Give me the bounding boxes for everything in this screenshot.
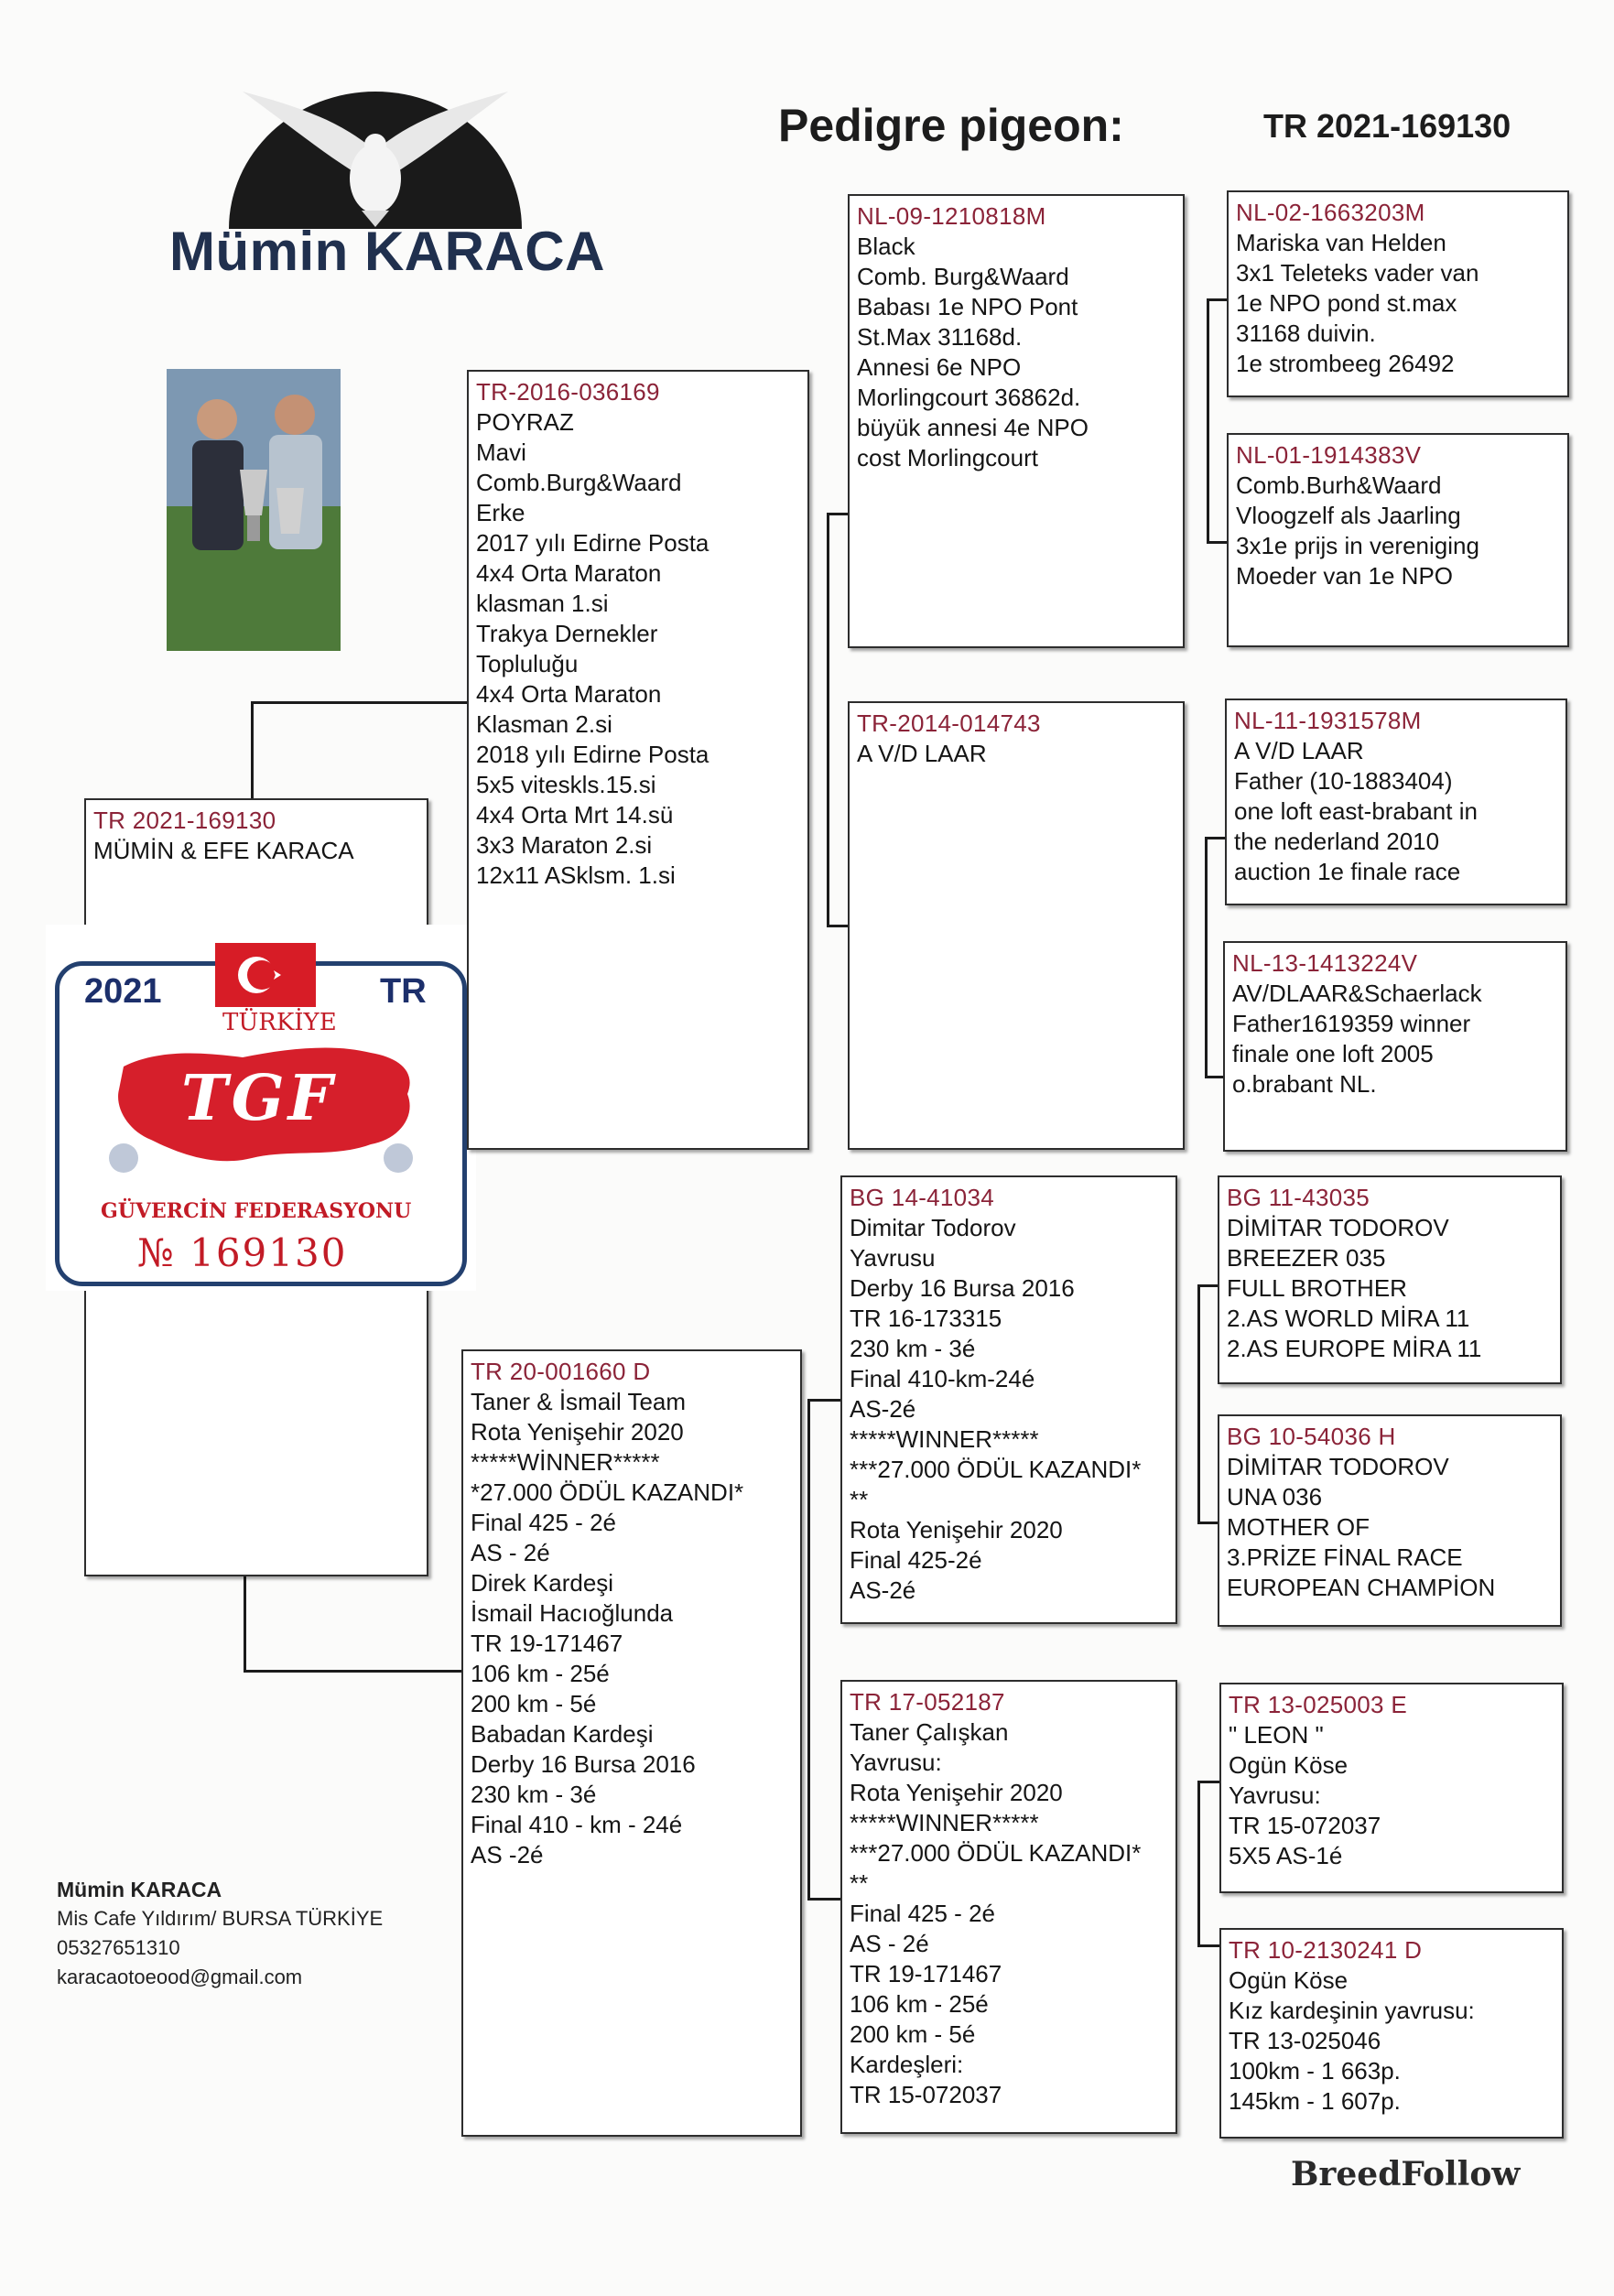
box-line: the nederland 2010 (1234, 828, 1440, 855)
box-line: Yavrusu (850, 1244, 936, 1272)
box-line: Final 425-2é (850, 1546, 982, 1574)
box-line: Dimitar Todorov (850, 1214, 1016, 1241)
pedigree-box-sire (467, 370, 809, 1150)
box-line: *****WINNER***** (850, 1809, 1039, 1836)
box-line: Rota Yenişehir 2020 (850, 1516, 1063, 1543)
ring-code: NL-11-1931578M (1234, 707, 1422, 734)
box-line: ***27.000 ÖDÜL KAZANDI* (850, 1456, 1142, 1483)
badge-federation: GÜVERCİN FEDERASYONU (101, 1199, 412, 1223)
box-line: Ogün Köse (1229, 1751, 1349, 1779)
contact-phone: 05327651310 (57, 1936, 180, 1959)
box-line: 1e strombeeg 26492 (1236, 350, 1455, 377)
box-line: AV/DLAAR&Schaerlack (1232, 980, 1482, 1007)
box-line: 12x11 ASklsm. 1.si (476, 861, 676, 889)
pedigree-box-ddd (1219, 1928, 1564, 2139)
box-line: Ogün Köse (1229, 1966, 1349, 1994)
box-line: Yavrusu: (850, 1749, 942, 1776)
box-line: Comb.Burg&Waard (476, 469, 682, 496)
ring-code: TR 13-025003 E (1229, 1691, 1407, 1718)
box-line: *****WİNNER***** (471, 1448, 660, 1476)
contact-address: Mis Cafe Yıldırım/ BURSA TÜRKİYE (57, 1907, 384, 1930)
box-line: Derby 16 Bursa 2016 (471, 1750, 696, 1778)
turkey-flag-icon (215, 943, 316, 1007)
box-line: ***27.000 ÖDÜL KAZANDI* (850, 1839, 1142, 1867)
box-line: Direk Kardeşi (471, 1569, 614, 1597)
box-line: Comb. Burg&Waard (857, 263, 1069, 290)
connector (1207, 298, 1229, 301)
box-line: 145km - 1 607p. (1229, 2087, 1401, 2115)
box-line: 1e NPO pond st.max (1236, 289, 1457, 317)
badge-number: № 169130 (137, 1230, 348, 1275)
ring-code: BG 14-41034 (850, 1184, 994, 1211)
pedigree-box-sire-sire (848, 194, 1185, 648)
box-line: Trakya Dernekler (476, 620, 658, 647)
box-line: AS -2é (471, 1841, 544, 1868)
owner-logo-name: Mümin KARACA (169, 221, 605, 282)
box-line: TR 15-072037 (1229, 1812, 1381, 1839)
ring-code: BG 10-54036 H (1227, 1423, 1396, 1450)
badge-country-code: TR (380, 972, 427, 1011)
connector (1197, 1781, 1200, 1947)
box-line: 5X5 AS-1é (1229, 1842, 1343, 1869)
box-line: TR 16-173315 (850, 1305, 1002, 1332)
box-line: DİMİTAR TODOROV (1227, 1214, 1449, 1241)
pedigree-box-dam (461, 1349, 802, 2137)
ring-code: TR 2021-169130 (93, 807, 276, 834)
connector (1197, 1284, 1200, 1524)
pedigree-box-ssd (1227, 433, 1569, 647)
box-line: 106 km - 25é (850, 1990, 989, 2018)
box-line: UNA 036 (1227, 1483, 1323, 1511)
box-line: Rota Yenişehir 2020 (471, 1418, 684, 1446)
pedigree-box-dam-sire (840, 1175, 1177, 1624)
connector (1207, 541, 1229, 544)
box-line: Final 410 - km - 24é (471, 1811, 683, 1838)
box-line: Derby 16 Bursa 2016 (850, 1274, 1075, 1302)
connector (251, 701, 254, 802)
pedigree-box-sire-dam (848, 701, 1185, 1150)
box-line: Taner & İsmail Team (471, 1388, 687, 1415)
connector (1197, 1944, 1219, 1947)
box-line: 100km - 1 663p. (1229, 2057, 1401, 2085)
ring-code: TR 20-001660 D (471, 1358, 651, 1385)
box-line: 200 km - 5é (850, 2020, 976, 2048)
box-line: DİMİTAR TODOROV (1227, 1453, 1449, 1480)
ring-code: TR-2014-014743 (857, 709, 1041, 737)
connector (1207, 298, 1209, 544)
box-line: TR 19-171467 (850, 1960, 1002, 1987)
box-line: AS - 2é (850, 1930, 929, 1957)
dove-icon (229, 64, 522, 229)
owner-photo (167, 369, 341, 651)
tgf-ring-badge (46, 925, 476, 1291)
box-line: *****WINNER***** (850, 1425, 1039, 1453)
box-line: 2.AS EUROPE MİRA 11 (1227, 1335, 1482, 1362)
box-line: 2.AS WORLD MİRA 11 (1227, 1305, 1470, 1332)
box-line: AS-2é (850, 1576, 916, 1604)
pedigree-box-sss (1227, 190, 1569, 397)
box-line: A V/D LAAR (857, 740, 987, 767)
box-line: A V/D LAAR (1234, 737, 1364, 764)
pedigree-box-dds (1219, 1683, 1564, 1893)
box-line: *27.000 ÖDÜL KAZANDI* (471, 1478, 744, 1506)
connector (827, 925, 849, 927)
connector (807, 1898, 840, 1901)
contact-email[interactable]: karacaotoeood@gmail.com (57, 1966, 303, 1988)
connector (807, 1399, 810, 1901)
connector (1197, 1781, 1219, 1783)
box-line: Black (857, 233, 915, 260)
box-line: Final 425 - 2é (850, 1900, 995, 1927)
box-line: Erke (476, 499, 525, 526)
box-line: 3x3 Maraton 2.si (476, 831, 653, 859)
box-line: Klasman 2.si (476, 710, 612, 738)
box-line: Vloogzelf als Jaarling (1236, 502, 1461, 529)
box-line: Babası 1e NPO Pont (857, 293, 1078, 320)
box-line: finale one loft 2005 (1232, 1040, 1434, 1067)
box-line: Morlingcourt 36862d. (857, 384, 1081, 411)
connector (1197, 1522, 1219, 1524)
box-line: Final 425 - 2é (471, 1509, 616, 1536)
connector (1197, 1284, 1219, 1287)
box-line: AS - 2é (471, 1539, 550, 1566)
box-line: 3x1e prijs in vereniging (1236, 532, 1479, 559)
box-line: MÜMİN & EFE KARACA (93, 837, 354, 864)
connector (1205, 837, 1227, 839)
pedigree-box-sdd (1223, 941, 1567, 1152)
box-line: Babadan Kardeşi (471, 1720, 654, 1748)
box-line: büyük annesi 4e NPO (857, 414, 1089, 441)
connector (807, 1399, 840, 1402)
box-line: İsmail Hacıoğlunda (471, 1599, 674, 1627)
connector (244, 1670, 463, 1673)
box-line: Taner Çalışkan (850, 1718, 1009, 1746)
badge-year: 2021 (84, 972, 162, 1011)
connector (827, 513, 829, 926)
box-line: 3x1 Teleteks vader van (1236, 259, 1479, 287)
ring-code: NL-09-1210818M (857, 202, 1046, 230)
pedigree-box-sds (1225, 699, 1567, 905)
box-line: Kız kardeşinin yavrusu: (1229, 1997, 1475, 2024)
box-line: Moeder van 1e NPO (1236, 562, 1454, 590)
box-line: one loft east-brabant in (1234, 797, 1478, 825)
contact-name: Mümin KARACA (57, 1878, 222, 1901)
box-line: TR 15-072037 (850, 2081, 1002, 2108)
box-line: Mariska van Helden (1236, 229, 1446, 256)
box-line: AS-2é (850, 1395, 916, 1423)
box-line: Father (10-1883404) (1234, 767, 1453, 795)
connector (251, 701, 467, 704)
box-line: BREEZER 035 (1227, 1244, 1386, 1272)
pedigree-box-dsd (1218, 1414, 1562, 1627)
box-line: 200 km - 5é (471, 1690, 597, 1717)
ring-code: NL-13-1413224V (1232, 949, 1418, 977)
box-line: MOTHER OF (1227, 1513, 1370, 1541)
box-line: " LEON " (1229, 1721, 1324, 1749)
pedigree-box-dam-dam (840, 1680, 1177, 2134)
box-line: 230 km - 3é (850, 1335, 976, 1362)
ring-number: TR 2021-169130 (1263, 107, 1511, 145)
box-line: Rota Yenişehir 2020 (850, 1779, 1063, 1806)
ring-code: TR 10-2130241 D (1229, 1936, 1423, 1964)
ring-code: NL-02-1663203M (1236, 199, 1425, 226)
box-line: ** (850, 1486, 869, 1513)
box-line: Kardeşleri: (850, 2051, 964, 2078)
box-line: Mavi (476, 439, 526, 466)
box-line: 230 km - 3é (471, 1781, 597, 1808)
ring-code: BG 11-43035 (1227, 1184, 1370, 1211)
box-line: Topluluğu (476, 650, 579, 677)
box-line: klasman 1.si (476, 590, 609, 617)
box-line: St.Max 31168d. (857, 323, 1023, 351)
box-line: Comb.Burh&Waard (1236, 471, 1442, 499)
box-line: 2018 yılı Edirne Posta (476, 741, 710, 768)
box-line: POYRAZ (476, 408, 574, 436)
box-line: ** (850, 1869, 869, 1897)
box-line: 31168 duivin. (1236, 319, 1376, 347)
pedigree-box-dss (1218, 1175, 1562, 1384)
connector (827, 513, 849, 515)
box-line: 2017 yılı Edirne Posta (476, 529, 710, 557)
box-line: Yavrusu: (1229, 1782, 1321, 1809)
page-title: Pedigre pigeon: (778, 100, 1124, 151)
box-line: auction 1e finale race (1234, 858, 1461, 885)
box-line: o.brabant NL. (1232, 1070, 1377, 1098)
badge-country: TÜRKİYE (222, 1009, 337, 1036)
box-line: 4x4 Orta Maraton (476, 559, 662, 587)
badge-org: TGF (181, 1062, 336, 1135)
box-line: 5x5 viteskls.15.si (476, 771, 656, 798)
connector (1205, 837, 1208, 1078)
box-line: Final 410-km-24é (850, 1365, 1035, 1392)
box-line: 106 km - 25é (471, 1660, 610, 1687)
ring-code: TR-2016-036169 (476, 378, 660, 406)
box-line: Father1619359 winner (1232, 1010, 1471, 1037)
box-line: 3.PRİZE FİNAL RACE (1227, 1543, 1463, 1571)
box-line: TR 19-171467 (471, 1630, 623, 1657)
ring-code: NL-01-1914383V (1236, 441, 1422, 469)
box-line: 4x4 Orta Maraton (476, 680, 662, 708)
box-line: EUROPEAN CHAMPİON (1227, 1574, 1496, 1601)
box-line: cost Morlingcourt (857, 444, 1038, 471)
ring-code: TR 17-052187 (850, 1688, 1005, 1716)
box-line: 4x4 Orta Mrt 14.sü (476, 801, 674, 829)
contact-block (57, 1875, 383, 1992)
box-line: Annesi 6e NPO (857, 353, 1022, 381)
box-line: FULL BROTHER (1227, 1274, 1407, 1302)
brand-footer: BreedFollow (1291, 2155, 1521, 2193)
box-line: TR 13-025046 (1229, 2027, 1381, 2054)
